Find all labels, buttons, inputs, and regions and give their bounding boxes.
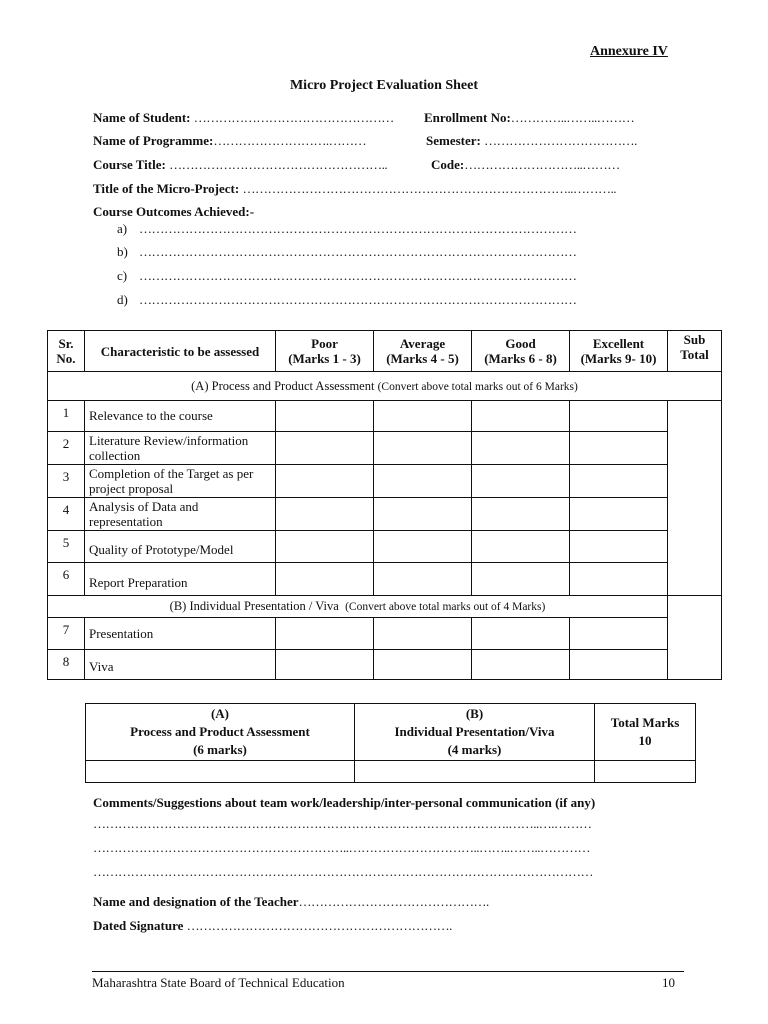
row-sr: 3 — [48, 465, 85, 498]
programme-label: Name of Programme: — [93, 133, 214, 148]
sub-total-cell-b[interactable] — [668, 596, 722, 680]
section-a-heading — [48, 372, 722, 401]
course-outcome-item — [117, 292, 577, 308]
mark-cell-excellent[interactable] — [570, 401, 668, 432]
summary-b-header — [355, 704, 595, 761]
row-characteristic: Report Preparation — [85, 563, 276, 596]
comments-line[interactable]: ………………………………………………………………………………………………………… — [93, 864, 593, 879]
course-outcome-dots: …………………………………………………………………………………………… — [139, 268, 577, 283]
mark-cell-excellent[interactable] — [570, 465, 668, 498]
course-outcome-key: d) — [117, 292, 128, 307]
mark-cell-excellent[interactable] — [570, 563, 668, 596]
programme-field — [93, 133, 366, 149]
mark-cell-good[interactable] — [472, 432, 570, 465]
section-b-heading — [48, 596, 668, 618]
mark-cell-good[interactable] — [472, 650, 570, 680]
teacher-name-field — [93, 894, 489, 910]
row-characteristic: Presentation — [85, 618, 276, 650]
programme-dots: ……………………….……… — [213, 133, 367, 148]
mark-cell-poor[interactable] — [276, 650, 374, 680]
header-sub-total: Sub Total — [668, 331, 722, 372]
dated-signature-label: Dated Signature — [93, 918, 184, 933]
table-row — [48, 498, 722, 531]
section-b-note: (Convert above total marks out of 4 Marks) — [345, 601, 546, 613]
summary-total-header — [595, 704, 696, 761]
footer-page-number: 10 — [662, 975, 675, 990]
table-header-row — [48, 331, 722, 372]
mark-cell-good[interactable] — [472, 498, 570, 531]
mark-cell-excellent[interactable] — [570, 432, 668, 465]
header-poor-label: Poor — [311, 336, 338, 351]
sub-total-cell-a[interactable] — [668, 401, 722, 596]
summary-a-marks: (6 marks) — [193, 742, 247, 757]
summary-total-title: Total Marks — [610, 715, 680, 730]
course-outcome-dots: …………………………………………………………………………………………… — [139, 292, 577, 307]
student-name-label: Name of Student: — [93, 110, 191, 125]
summary-b-label: (B) — [465, 706, 484, 721]
mark-cell-good[interactable] — [472, 531, 570, 563]
course-outcome-item — [117, 244, 577, 260]
summary-total-cell[interactable] — [595, 761, 696, 783]
header-excellent-label: Excellent — [592, 336, 645, 351]
course-title-label: Course Title: — [93, 157, 166, 172]
course-outcomes-field — [93, 204, 254, 220]
student-name-dots: ………………………………………… — [193, 110, 394, 125]
course-outcome-key: b) — [117, 244, 128, 259]
section-a-note: (Convert above total marks out of 6 Marks) — [377, 380, 578, 393]
student-name-field — [93, 110, 394, 126]
summary-input-row — [86, 761, 696, 783]
header-average-marks: (Marks 4 - 5) — [386, 351, 459, 366]
summary-table — [85, 703, 696, 783]
course-outcome-dots: …………………………………………………………………………………………… — [139, 244, 577, 259]
mark-cell-average[interactable] — [374, 531, 472, 563]
enrollment-dots: …………..……..……… — [510, 110, 635, 125]
header-poor-marks: (Marks 1 - 3) — [288, 351, 361, 366]
course-outcome-key: c) — [117, 268, 128, 283]
dated-signature-field — [93, 918, 452, 934]
row-sr: 8 — [48, 650, 85, 680]
header-excellent-marks: (Marks 9- 10) — [580, 351, 657, 366]
summary-header-row — [86, 704, 696, 761]
course-outcome-item — [117, 268, 577, 284]
header-excellent — [570, 331, 668, 372]
row-characteristic: Completion of the Target as per project proposal — [85, 465, 276, 498]
mark-cell-average[interactable] — [374, 498, 472, 531]
micro-project-dots: ……………………………………………………………………..……….. — [242, 181, 616, 196]
header-good-marks: (Marks 6 - 8) — [484, 351, 557, 366]
row-characteristic: Analysis of Data and representation — [85, 498, 276, 531]
page-title: Micro Project Evaluation Sheet — [289, 78, 479, 93]
table-row — [48, 432, 722, 465]
header-sr-no: Sr. No. — [48, 331, 85, 372]
summary-b-cell[interactable] — [355, 761, 595, 783]
teacher-name-label: Name and designation of the Teacher — [93, 894, 299, 909]
header-good-label: Good — [505, 336, 536, 351]
table-row — [48, 650, 722, 680]
row-sr: 5 — [48, 531, 85, 563]
mark-cell-excellent[interactable] — [570, 531, 668, 563]
row-sr: 6 — [48, 563, 85, 596]
mark-cell-excellent[interactable] — [570, 498, 668, 531]
mark-cell-good[interactable] — [472, 465, 570, 498]
mark-cell-excellent[interactable] — [570, 650, 668, 680]
micro-project-field — [93, 181, 616, 197]
mark-cell-average[interactable] — [374, 465, 472, 498]
code-field — [431, 157, 620, 173]
mark-cell-poor[interactable] — [276, 618, 374, 650]
row-sr: 4 — [48, 498, 85, 531]
mark-cell-poor[interactable] — [276, 432, 374, 465]
table-row — [48, 401, 722, 432]
row-sr: 7 — [48, 618, 85, 650]
semester-label: Semester: — [426, 133, 481, 148]
summary-total-value: 10 — [638, 733, 652, 748]
semester-field — [426, 133, 637, 149]
annexure-label: Annexure IV — [590, 44, 668, 59]
header-average-label: Average — [399, 336, 446, 351]
comments-label: Comments/Suggestions about team work/leadership/inter-personal communication (if any) — [93, 795, 596, 810]
enrollment-field — [424, 110, 634, 126]
header-good — [472, 331, 570, 372]
mark-cell-poor[interactable] — [276, 465, 374, 498]
table-row — [48, 465, 722, 498]
section-a-title: (A) Process and Product Assessment — [191, 378, 375, 393]
course-title-field — [93, 157, 387, 173]
course-title-dots: …………………………………………….. — [169, 157, 388, 172]
summary-a-label: (A) — [210, 706, 230, 721]
footer-board-name: Maharashtra State Board of Technical Education — [92, 975, 345, 990]
table-row — [48, 563, 722, 596]
mark-cell-average[interactable] — [374, 618, 472, 650]
row-characteristic: Relevance to the course — [85, 401, 276, 432]
mark-cell-good[interactable] — [472, 401, 570, 432]
header-average — [374, 331, 472, 372]
code-label: Code: — [431, 157, 465, 172]
row-sr: 2 — [48, 432, 85, 465]
summary-a-title: Process and Product Assessment — [130, 724, 310, 739]
footer-divider — [92, 971, 684, 972]
mark-cell-average[interactable] — [374, 563, 472, 596]
mark-cell-poor[interactable] — [276, 563, 374, 596]
summary-a-cell[interactable] — [86, 761, 355, 783]
comments-line[interactable]: ……………………………………………………………………………………….……..….……… — [93, 816, 592, 831]
section-a-row — [48, 372, 722, 401]
section-b-row — [48, 596, 722, 618]
enrollment-label: Enrollment No: — [424, 110, 511, 125]
summary-a-header — [86, 704, 355, 761]
row-characteristic: Viva — [85, 650, 276, 680]
mark-cell-average[interactable] — [374, 432, 472, 465]
course-outcome-key: a) — [117, 221, 128, 236]
header-poor — [276, 331, 374, 372]
row-characteristic: Quality of Prototype/Model — [85, 531, 276, 563]
header-characteristic: Characteristic to be assessed — [85, 331, 276, 372]
semester-dots: ………………………………. — [484, 133, 637, 148]
mark-cell-average[interactable] — [374, 650, 472, 680]
summary-b-marks: (4 marks) — [447, 742, 502, 757]
mark-cell-good[interactable] — [472, 563, 570, 596]
dated-signature-dots[interactable]: ………………………………………………………. — [186, 918, 452, 933]
mark-cell-poor[interactable] — [276, 401, 374, 432]
mark-cell-excellent[interactable] — [570, 618, 668, 650]
course-outcome-dots: …………………………………………………………………………………………… — [139, 221, 577, 236]
row-sr: 1 — [48, 401, 85, 432]
course-outcomes-label: Course Outcomes Achieved:- — [93, 204, 255, 219]
summary-b-title: Individual Presentation/Viva — [394, 724, 555, 739]
micro-project-label: Title of the Micro-Project: — [93, 181, 240, 196]
evaluation-table — [47, 330, 722, 680]
mark-cell-poor[interactable] — [276, 531, 374, 563]
course-outcome-item — [117, 221, 577, 237]
table-row — [48, 531, 722, 563]
code-dots: ………………………..……… — [464, 157, 620, 172]
comments-line[interactable]: ……………………………………………………..…………………………..……..……..………… — [93, 840, 590, 855]
section-b-title: (B) Individual Presentation / Viva — [169, 599, 339, 613]
row-characteristic: Literature Review/information collection — [85, 432, 276, 465]
table-row — [48, 618, 722, 650]
teacher-name-dots[interactable]: ………………………………………. — [298, 894, 489, 909]
mark-cell-average[interactable] — [374, 401, 472, 432]
mark-cell-good[interactable] — [472, 618, 570, 650]
mark-cell-poor[interactable] — [276, 498, 374, 531]
